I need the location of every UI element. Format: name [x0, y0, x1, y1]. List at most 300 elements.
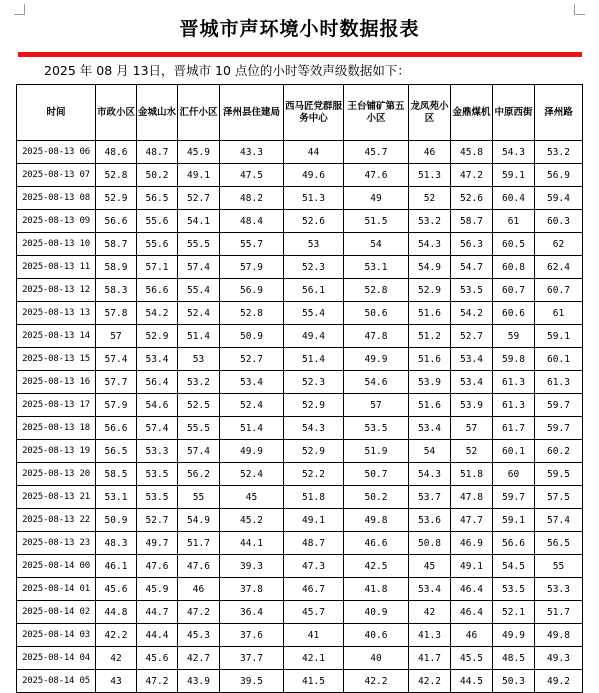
cell-value: 56.4 [137, 371, 178, 394]
cell-value: 40.9 [344, 601, 409, 624]
cell-value: 56.9 [220, 279, 284, 302]
cell-time: 2025-08-14 00 [17, 555, 96, 578]
cell-value: 54.3 [493, 141, 535, 164]
table-row [17, 394, 583, 417]
noise-data-table [16, 84, 583, 693]
cell-value: 51.7 [535, 601, 583, 624]
cell-value: 55 [535, 555, 583, 578]
cell-value: 54.6 [137, 394, 178, 417]
cell-value: 62.4 [535, 256, 583, 279]
cell-value: 46.7 [284, 578, 344, 601]
table-row [17, 256, 583, 279]
cell-value: 59.8 [493, 348, 535, 371]
cell-value: 52.4 [220, 463, 284, 486]
cell-value: 44.5 [451, 670, 493, 693]
column-header: 王台铺矿第五小区 [344, 85, 409, 141]
cell-value: 53.2 [409, 210, 451, 233]
cell-value: 52.7 [451, 325, 493, 348]
cell-value: 45.9 [137, 578, 178, 601]
cell-value: 45.9 [178, 141, 220, 164]
table-row [17, 325, 583, 348]
cell-value: 57 [96, 325, 137, 348]
cell-value: 59.7 [535, 394, 583, 417]
cell-value: 41.7 [409, 647, 451, 670]
cell-value: 40 [344, 647, 409, 670]
cell-value: 49.1 [178, 164, 220, 187]
cell-value: 53.9 [451, 394, 493, 417]
table-row [17, 601, 583, 624]
cell-value: 47.2 [137, 670, 178, 693]
cell-value: 49 [344, 187, 409, 210]
table-row [17, 624, 583, 647]
cell-value: 62 [535, 233, 583, 256]
cell-value: 60.1 [493, 440, 535, 463]
table-row [17, 440, 583, 463]
table-row [17, 555, 583, 578]
column-header: 金鼎煤机 [451, 85, 493, 141]
cell-value: 49.8 [344, 509, 409, 532]
table-row [17, 279, 583, 302]
cell-value: 49.7 [137, 532, 178, 555]
cell-value: 47.6 [178, 555, 220, 578]
cell-value: 57.4 [137, 417, 178, 440]
cell-time: 2025-08-13 11 [17, 256, 96, 279]
cell-value: 54 [409, 440, 451, 463]
cell-value: 48.3 [96, 532, 137, 555]
cell-value: 55.5 [178, 417, 220, 440]
cell-time: 2025-08-13 10 [17, 233, 96, 256]
cell-value: 57.4 [96, 348, 137, 371]
table-row [17, 348, 583, 371]
cell-value: 49.1 [451, 555, 493, 578]
cell-time: 2025-08-13 20 [17, 463, 96, 486]
cell-value: 56.6 [137, 279, 178, 302]
cell-value: 53.3 [137, 440, 178, 463]
cell-value: 52.3 [284, 256, 344, 279]
cell-value: 49.1 [284, 509, 344, 532]
cell-value: 59.7 [493, 486, 535, 509]
cell-time: 2025-08-13 18 [17, 417, 96, 440]
cell-value: 54.7 [451, 256, 493, 279]
cell-time: 2025-08-14 01 [17, 578, 96, 601]
cell-value: 57.4 [178, 440, 220, 463]
cell-value: 55.6 [137, 233, 178, 256]
cell-value: 61.3 [493, 371, 535, 394]
cell-value: 53.5 [451, 279, 493, 302]
cell-value: 53.4 [451, 371, 493, 394]
cell-value: 42.5 [344, 555, 409, 578]
cell-value: 51.4 [220, 417, 284, 440]
cell-value: 48.6 [96, 141, 137, 164]
cell-value: 47.2 [451, 164, 493, 187]
cell-time: 2025-08-13 08 [17, 187, 96, 210]
cell-value: 51.2 [409, 325, 451, 348]
cell-value: 52.6 [284, 210, 344, 233]
cell-value: 61 [535, 302, 583, 325]
cell-time: 2025-08-13 22 [17, 509, 96, 532]
cell-value: 44 [284, 141, 344, 164]
cell-value: 52 [451, 440, 493, 463]
cell-value: 53.5 [137, 486, 178, 509]
cell-value: 42.2 [409, 670, 451, 693]
cell-value: 56.5 [535, 532, 583, 555]
cell-value: 60.8 [493, 256, 535, 279]
cell-time: 2025-08-14 05 [17, 670, 96, 693]
cell-value: 49.2 [535, 670, 583, 693]
cell-value: 58.5 [96, 463, 137, 486]
cell-value: 54.9 [178, 509, 220, 532]
table-row [17, 210, 583, 233]
cell-value: 46 [409, 141, 451, 164]
cell-value: 42.2 [96, 624, 137, 647]
cell-value: 47.8 [344, 325, 409, 348]
cell-value: 47.7 [451, 509, 493, 532]
cell-value: 48.2 [220, 187, 284, 210]
cell-value: 49.9 [344, 348, 409, 371]
cell-value: 60.4 [493, 187, 535, 210]
cell-value: 57.9 [96, 394, 137, 417]
cell-value: 57.5 [535, 486, 583, 509]
cell-value: 58.7 [96, 233, 137, 256]
cell-value: 51.8 [284, 486, 344, 509]
cell-value: 48.7 [284, 532, 344, 555]
cell-value: 60.7 [535, 279, 583, 302]
cell-value: 52.9 [409, 279, 451, 302]
cell-value: 56.5 [137, 187, 178, 210]
cell-value: 52.4 [178, 302, 220, 325]
cell-value: 53.7 [409, 486, 451, 509]
cell-value: 50.9 [96, 509, 137, 532]
cell-value: 59 [493, 325, 535, 348]
cell-value: 45.6 [96, 578, 137, 601]
cell-value: 51.4 [178, 325, 220, 348]
cell-value: 52.6 [451, 187, 493, 210]
cell-value: 54.5 [493, 555, 535, 578]
cell-value: 52.9 [96, 187, 137, 210]
cell-value: 42 [409, 601, 451, 624]
cell-value: 51.6 [409, 394, 451, 417]
column-header: 西马匠党群服务中心 [284, 85, 344, 141]
cell-value: 39.5 [220, 670, 284, 693]
cell-time: 2025-08-13 12 [17, 279, 96, 302]
cell-value: 52.3 [284, 371, 344, 394]
cell-value: 45.6 [137, 647, 178, 670]
cell-value: 56.3 [451, 233, 493, 256]
cell-value: 52.9 [137, 325, 178, 348]
cell-value: 52.7 [178, 187, 220, 210]
cell-value: 50.9 [220, 325, 284, 348]
cell-value: 53 [178, 348, 220, 371]
cell-value: 57 [451, 417, 493, 440]
cell-value: 53.4 [220, 371, 284, 394]
cell-value: 47.6 [137, 555, 178, 578]
cell-value: 48.5 [493, 647, 535, 670]
cell-value: 52.9 [284, 440, 344, 463]
cell-value: 55.4 [178, 279, 220, 302]
cell-value: 52 [409, 187, 451, 210]
cell-value: 53.2 [178, 371, 220, 394]
cell-value: 52.4 [220, 394, 284, 417]
cell-value: 48.4 [220, 210, 284, 233]
cell-value: 59.5 [535, 463, 583, 486]
cell-value: 54.2 [451, 302, 493, 325]
cell-value: 44.8 [96, 601, 137, 624]
table-row [17, 578, 583, 601]
cell-value: 54 [344, 233, 409, 256]
cell-value: 54.2 [137, 302, 178, 325]
cell-value: 51.7 [178, 532, 220, 555]
column-header: 金城山水 [137, 85, 178, 141]
table-row [17, 302, 583, 325]
column-header: 龙凤苑小区 [409, 85, 451, 141]
report-subtitle: 2025 年 08 月 13日，晋城市 10 点位的小时等效声级数据如下： [44, 63, 410, 78]
cell-value: 53.3 [535, 578, 583, 601]
cell-value: 41.8 [344, 578, 409, 601]
cell-value: 54.3 [409, 233, 451, 256]
cell-value: 52.9 [284, 394, 344, 417]
column-header: 中原西街 [493, 85, 535, 141]
cell-value: 43 [96, 670, 137, 693]
cell-value: 56.9 [535, 164, 583, 187]
cell-value: 44.4 [137, 624, 178, 647]
cell-value: 50.7 [344, 463, 409, 486]
cell-value: 53.6 [409, 509, 451, 532]
cell-value: 52.8 [96, 164, 137, 187]
cell-value: 60.3 [535, 210, 583, 233]
cell-value: 55.4 [284, 302, 344, 325]
title-divider [18, 52, 582, 57]
cell-value: 54.6 [344, 371, 409, 394]
cell-value: 50.2 [344, 486, 409, 509]
cell-value: 46.6 [344, 532, 409, 555]
cell-time: 2025-08-14 04 [17, 647, 96, 670]
cell-value: 47.3 [284, 555, 344, 578]
cell-value: 60.6 [493, 302, 535, 325]
cell-value: 52.5 [178, 394, 220, 417]
cell-value: 55.5 [178, 233, 220, 256]
cell-value: 49.9 [220, 440, 284, 463]
cell-value: 45.8 [451, 141, 493, 164]
cell-value: 59.7 [535, 417, 583, 440]
cell-value: 37.6 [220, 624, 284, 647]
cell-value: 50.6 [344, 302, 409, 325]
cell-time: 2025-08-13 15 [17, 348, 96, 371]
cell-time: 2025-08-13 09 [17, 210, 96, 233]
cell-value: 57 [344, 394, 409, 417]
table-row [17, 647, 583, 670]
cell-value: 45.3 [178, 624, 220, 647]
table-row [17, 141, 583, 164]
cell-value: 49.4 [284, 325, 344, 348]
cell-value: 56.6 [96, 210, 137, 233]
cell-value: 50.3 [493, 670, 535, 693]
cell-value: 58.3 [96, 279, 137, 302]
cell-value: 53.1 [96, 486, 137, 509]
cell-time: 2025-08-13 21 [17, 486, 96, 509]
cell-value: 53.2 [535, 141, 583, 164]
cell-value: 57.8 [96, 302, 137, 325]
cell-value: 36.4 [220, 601, 284, 624]
cell-value: 49.9 [493, 624, 535, 647]
table-row [17, 463, 583, 486]
cell-value: 57.4 [535, 509, 583, 532]
table-row [17, 371, 583, 394]
cell-value: 56.5 [96, 440, 137, 463]
cell-value: 37.7 [220, 647, 284, 670]
cell-time: 2025-08-13 06 [17, 141, 96, 164]
cell-time: 2025-08-13 17 [17, 394, 96, 417]
table-row [17, 164, 583, 187]
cell-value: 46 [178, 578, 220, 601]
cell-value: 46 [451, 624, 493, 647]
cell-value: 57.1 [137, 256, 178, 279]
cell-value: 51.3 [409, 164, 451, 187]
cell-value: 61 [493, 210, 535, 233]
table-body [17, 141, 583, 693]
cell-value: 61.7 [493, 417, 535, 440]
cell-value: 60.7 [493, 279, 535, 302]
cell-value: 53.4 [137, 348, 178, 371]
cell-value: 39.3 [220, 555, 284, 578]
cell-value: 45 [409, 555, 451, 578]
cell-value: 53.5 [493, 578, 535, 601]
cell-value: 40.6 [344, 624, 409, 647]
cell-value: 46.9 [451, 532, 493, 555]
cell-value: 45.7 [344, 141, 409, 164]
cell-value: 56.6 [96, 417, 137, 440]
cell-value: 47.8 [451, 486, 493, 509]
cell-time: 2025-08-14 02 [17, 601, 96, 624]
cell-value: 59.1 [535, 325, 583, 348]
cell-value: 55.7 [220, 233, 284, 256]
cell-value: 41.5 [284, 670, 344, 693]
table-row [17, 233, 583, 256]
column-header: 市政小区 [96, 85, 137, 141]
table-row [17, 670, 583, 693]
cell-value: 56.6 [493, 532, 535, 555]
cell-value: 45 [220, 486, 284, 509]
cell-value: 49.8 [535, 624, 583, 647]
cell-value: 56.2 [178, 463, 220, 486]
cell-value: 61.3 [535, 371, 583, 394]
cell-time: 2025-08-13 19 [17, 440, 96, 463]
cell-value: 59.1 [493, 509, 535, 532]
cell-value: 60 [493, 463, 535, 486]
cell-value: 53.9 [409, 371, 451, 394]
cell-value: 53.5 [344, 417, 409, 440]
cell-value: 52.7 [137, 509, 178, 532]
table-row [17, 417, 583, 440]
cell-value: 52.7 [220, 348, 284, 371]
cell-value: 57.9 [220, 256, 284, 279]
cell-value: 43.3 [220, 141, 284, 164]
cell-value: 58.7 [451, 210, 493, 233]
cell-value: 52.2 [284, 463, 344, 486]
cell-value: 53.4 [409, 417, 451, 440]
cell-value: 43.9 [178, 670, 220, 693]
cell-value: 58.9 [96, 256, 137, 279]
cell-value: 51.6 [409, 348, 451, 371]
cell-value: 49.6 [284, 164, 344, 187]
cell-value: 57.7 [96, 371, 137, 394]
cell-value: 50.8 [409, 532, 451, 555]
cell-time: 2025-08-13 14 [17, 325, 96, 348]
cell-value: 55.6 [137, 210, 178, 233]
cell-value: 51.4 [284, 348, 344, 371]
cell-value: 46.4 [451, 578, 493, 601]
cell-value: 46.4 [451, 601, 493, 624]
cell-value: 54.1 [178, 210, 220, 233]
cell-value: 41 [284, 624, 344, 647]
cell-value: 55 [178, 486, 220, 509]
cell-value: 44.1 [220, 532, 284, 555]
cell-value: 60.2 [535, 440, 583, 463]
cell-value: 48.7 [137, 141, 178, 164]
cell-value: 51.6 [409, 302, 451, 325]
cell-value: 59.1 [493, 164, 535, 187]
cell-value: 37.8 [220, 578, 284, 601]
table-row [17, 486, 583, 509]
cell-value: 56.1 [284, 279, 344, 302]
cell-value: 46.1 [96, 555, 137, 578]
cell-value: 47.6 [344, 164, 409, 187]
cell-value: 41.3 [409, 624, 451, 647]
cell-value: 53.4 [451, 348, 493, 371]
cell-value: 60.1 [535, 348, 583, 371]
cell-value: 54.3 [284, 417, 344, 440]
column-header: 泽州路 [535, 85, 583, 141]
table-row [17, 187, 583, 210]
cell-value: 45.2 [220, 509, 284, 532]
cell-time: 2025-08-13 13 [17, 302, 96, 325]
cell-value: 52.1 [493, 601, 535, 624]
cell-value: 52.8 [344, 279, 409, 302]
cell-value: 49.3 [535, 647, 583, 670]
cell-value: 44.7 [137, 601, 178, 624]
cell-value: 53.5 [137, 463, 178, 486]
cell-value: 60.5 [493, 233, 535, 256]
column-header: 泽州县住建局 [220, 85, 284, 141]
cell-value: 45.7 [284, 601, 344, 624]
cell-value: 50.2 [137, 164, 178, 187]
cell-value: 53.4 [409, 578, 451, 601]
cell-value: 54.3 [409, 463, 451, 486]
cell-value: 42 [96, 647, 137, 670]
table-header-row [17, 85, 583, 141]
cell-value: 51.3 [284, 187, 344, 210]
cell-value: 51.9 [344, 440, 409, 463]
cell-value: 42.7 [178, 647, 220, 670]
cell-time: 2025-08-13 07 [17, 164, 96, 187]
cell-value: 59.4 [535, 187, 583, 210]
cell-time: 2025-08-14 03 [17, 624, 96, 647]
cell-time: 2025-08-13 16 [17, 371, 96, 394]
cell-value: 54.9 [409, 256, 451, 279]
cell-value: 51.5 [344, 210, 409, 233]
cell-value: 42.1 [284, 647, 344, 670]
table-row [17, 509, 583, 532]
cell-value: 42.2 [344, 670, 409, 693]
cell-value: 47.5 [220, 164, 284, 187]
report-title: 晋城市声环境小时数据报表 [179, 18, 420, 40]
column-header: 汇仟小区 [178, 85, 220, 141]
cell-value: 51.8 [451, 463, 493, 486]
cell-value: 52.8 [220, 302, 284, 325]
cell-value: 53.1 [344, 256, 409, 279]
cell-value: 45.5 [451, 647, 493, 670]
table-row [17, 532, 583, 555]
cell-value: 53 [284, 233, 344, 256]
